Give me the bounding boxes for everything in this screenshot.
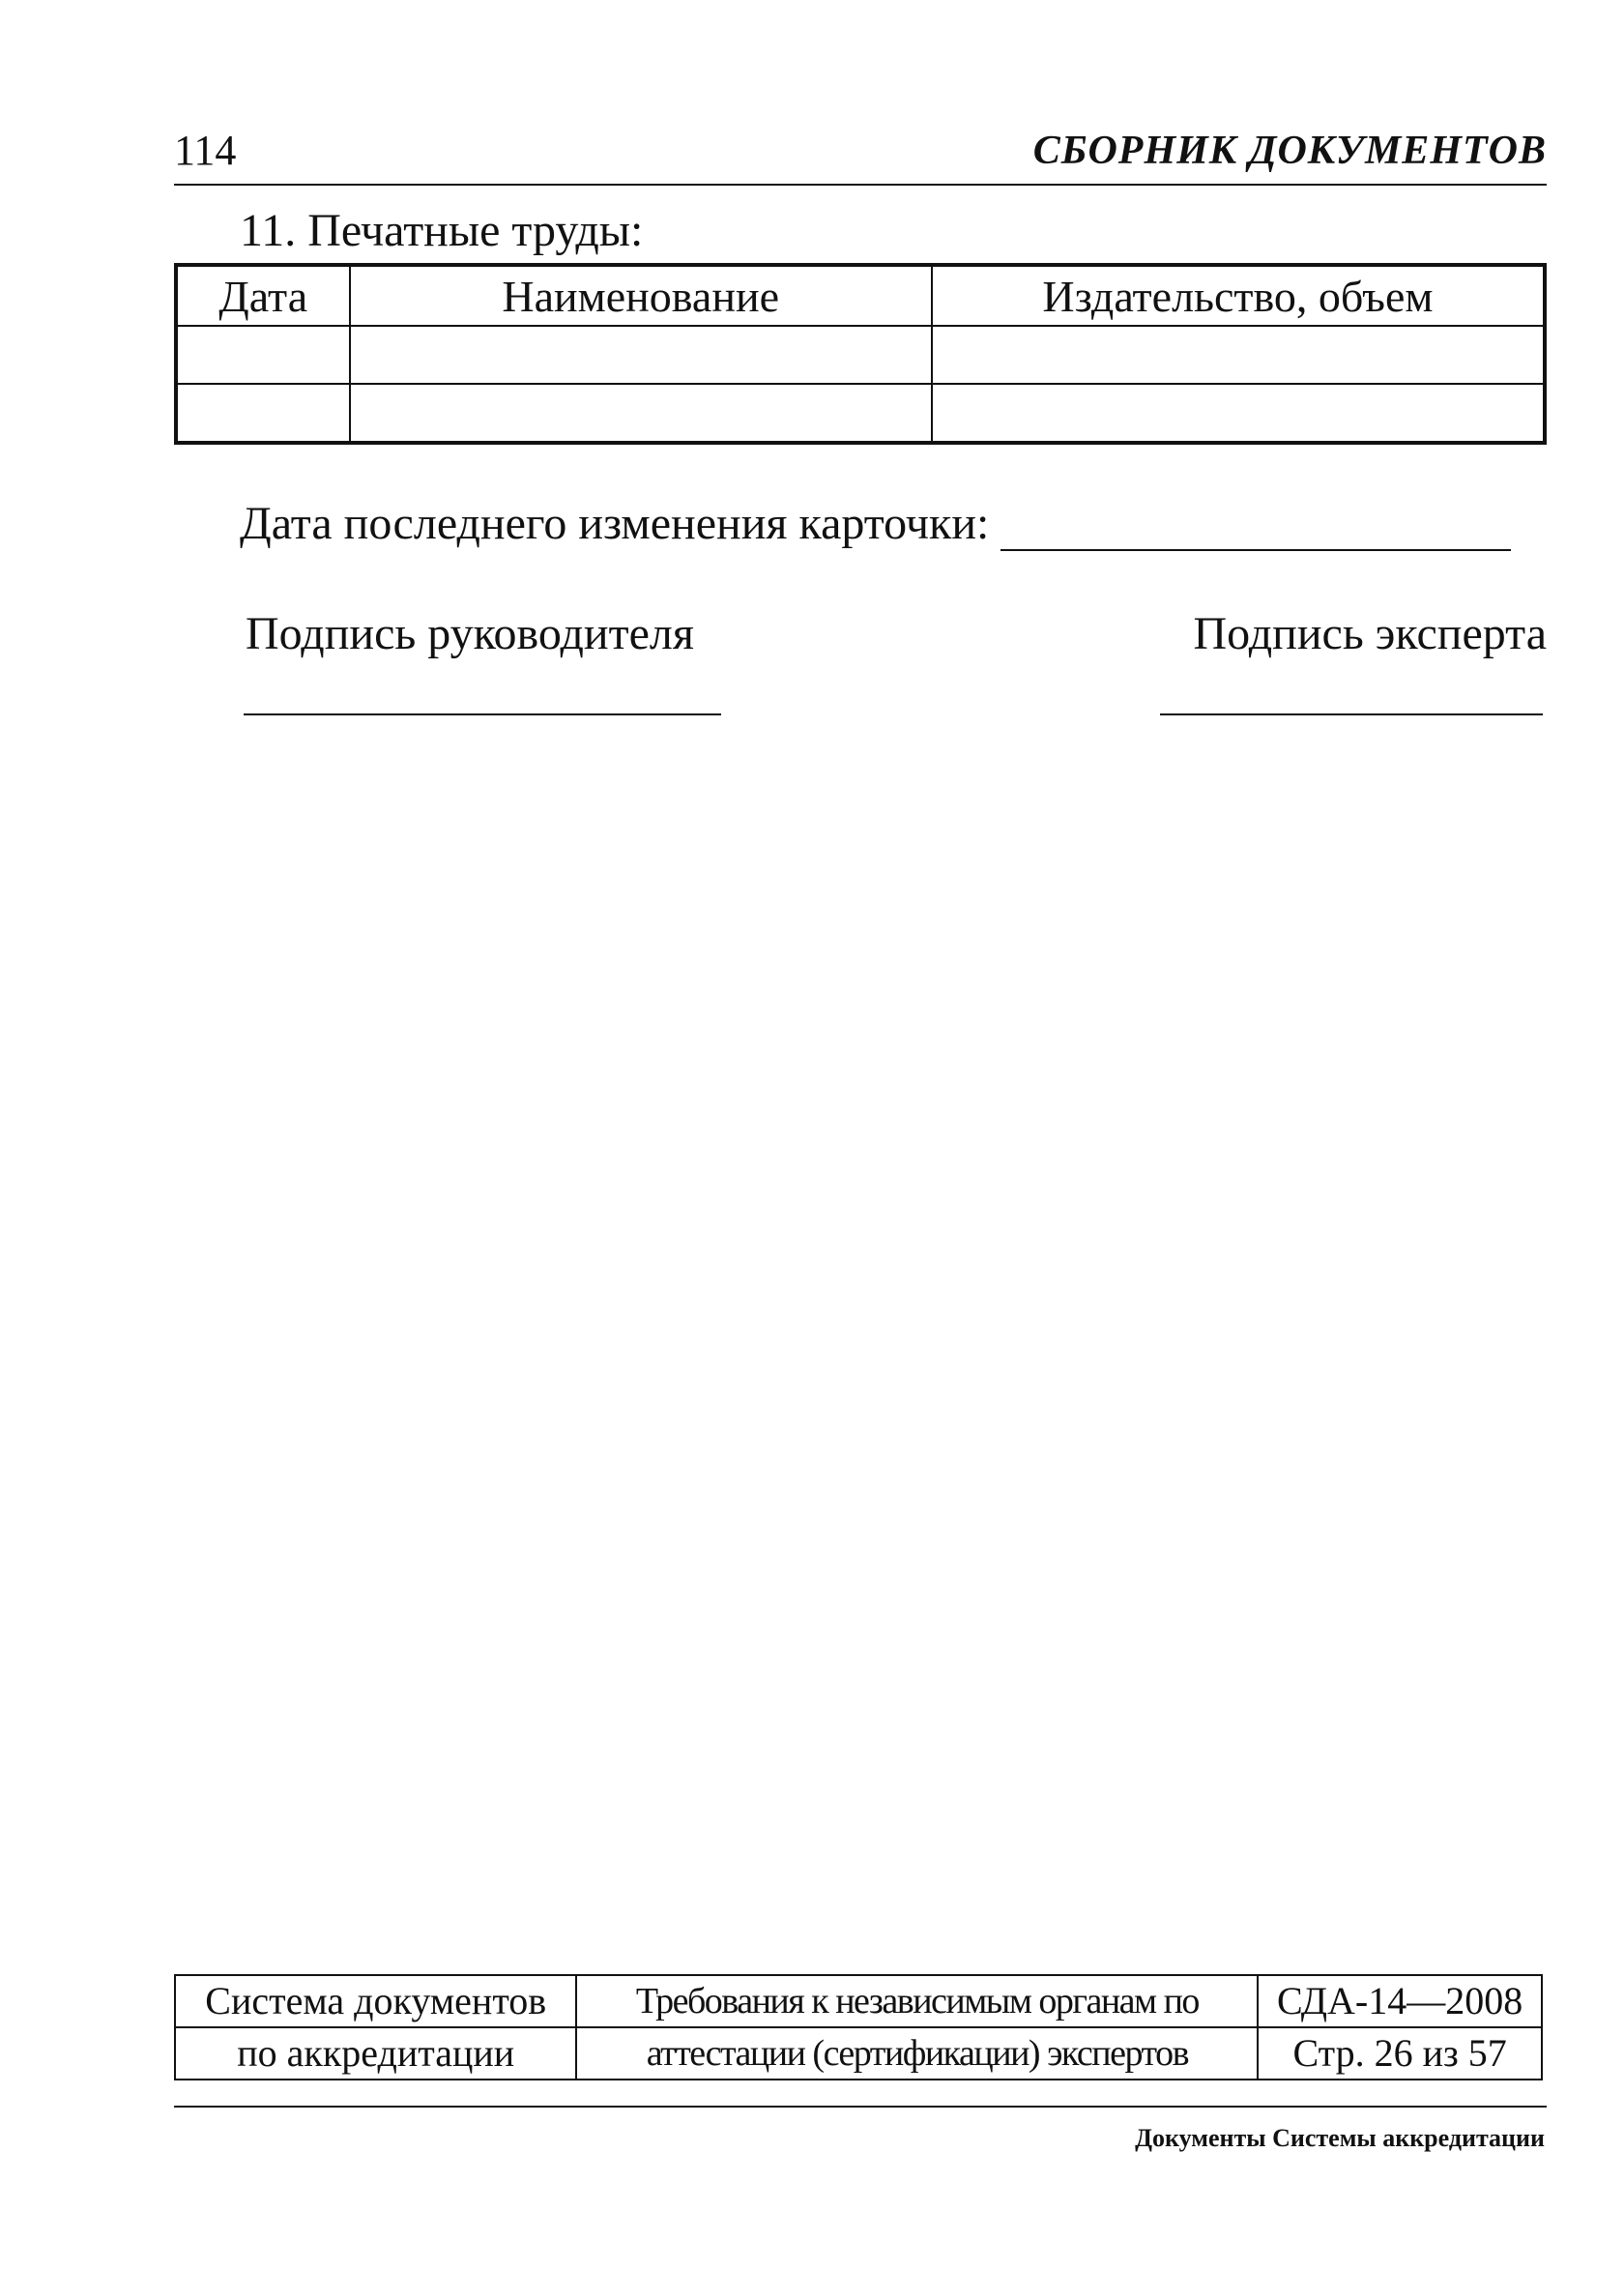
table-cell (350, 326, 932, 384)
table-cell (932, 384, 1545, 443)
footer-system-line2: по аккредитации (175, 2027, 576, 2080)
column-header-date: Дата (176, 265, 350, 326)
table-cell (350, 384, 932, 443)
footer-title-line2: аттестации (сертификации) экспертов (576, 2027, 1258, 2080)
table-cell (176, 326, 350, 384)
bottom-rule (174, 2106, 1547, 2108)
footer-system-line1: Система документов (175, 1975, 576, 2027)
head-signature-line (244, 713, 721, 715)
footer-row-2 (175, 2027, 1542, 2080)
expert-signature-line (1160, 713, 1543, 715)
head-signature-label: Подпись руководителя (246, 608, 694, 659)
last-change-field (240, 497, 1511, 551)
document-footer-table (174, 1974, 1543, 2080)
footer-title-line1: Требования к независимым органам по (576, 1975, 1258, 2027)
column-header-name: Наименование (350, 265, 932, 326)
table-cell (176, 384, 350, 443)
expert-signature-label: Подпись эксперта (1193, 608, 1547, 659)
section-title: 11. Печатные труды: (240, 205, 644, 256)
column-header-publisher: Издательство, объем (932, 265, 1545, 326)
table-cell (932, 326, 1545, 384)
printed-works-table (174, 263, 1547, 445)
table-row (176, 326, 1545, 384)
last-change-blank (1000, 505, 1511, 551)
last-change-label: Дата последнего изменения карточки: (240, 498, 990, 549)
table-row (176, 384, 1545, 443)
collection-name: Документы Системы аккредитации (1135, 2124, 1545, 2152)
page-number: 114 (174, 127, 237, 174)
footer-row-1 (175, 1975, 1542, 2027)
footer-page-count: Стр. 26 из 57 (1258, 2027, 1542, 2080)
table-header-row (176, 265, 1545, 326)
page-header (174, 122, 1547, 186)
footer-code: СДА-14—2008 (1258, 1975, 1542, 2027)
running-title: СБОРНИК ДОКУМЕНТОВ (1032, 129, 1547, 173)
